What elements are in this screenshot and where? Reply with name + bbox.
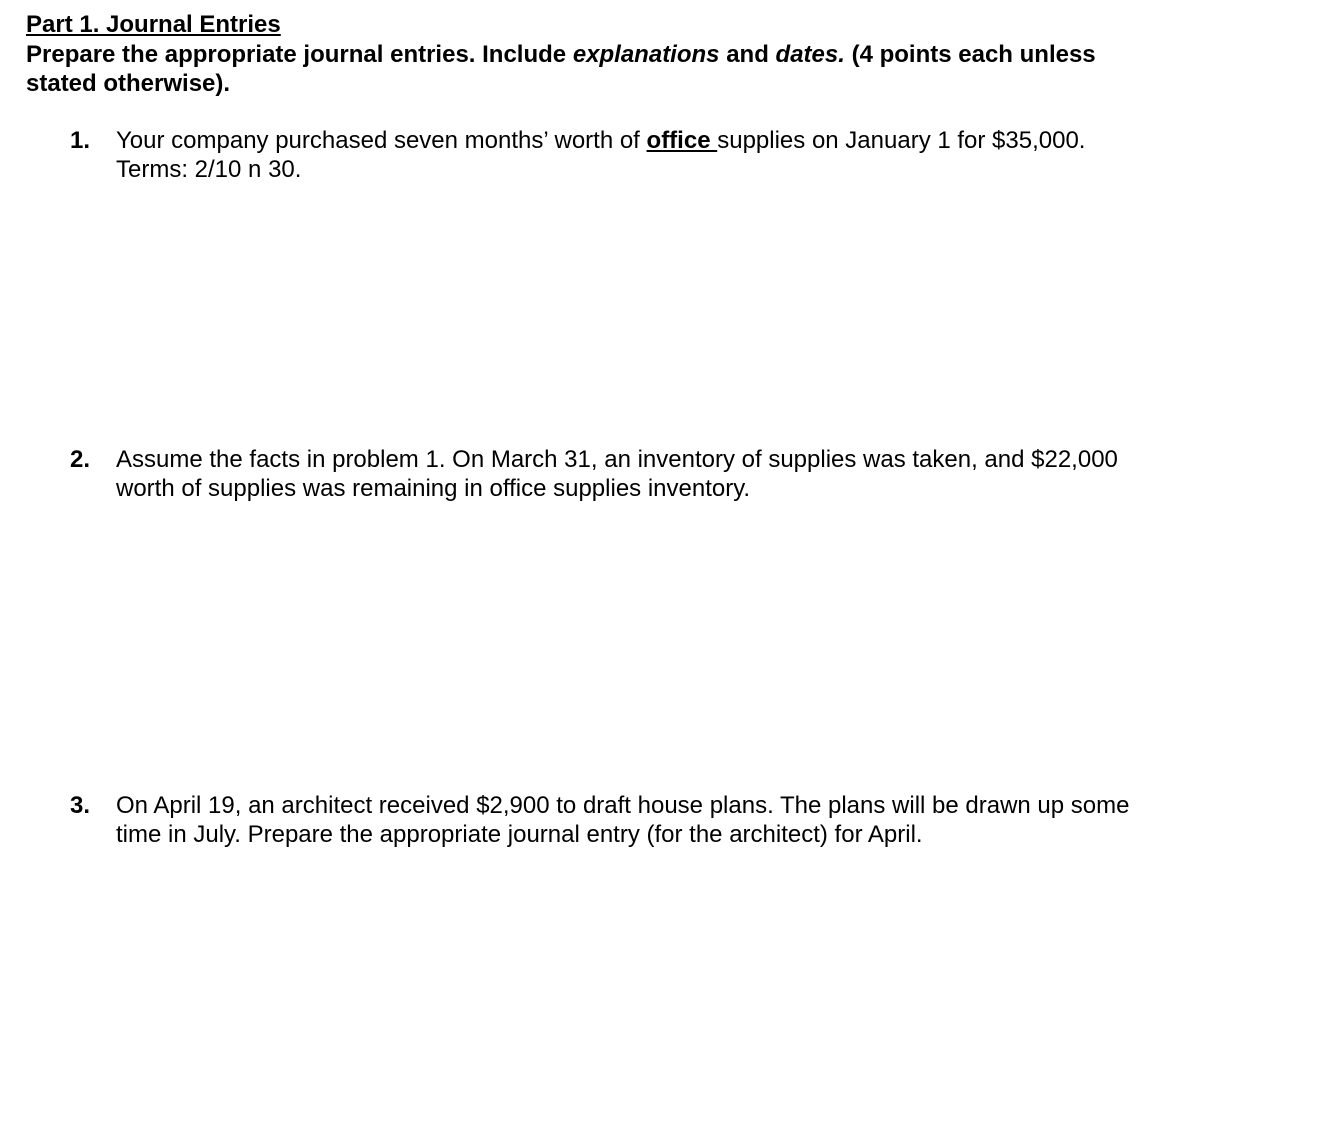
question-line bbox=[116, 126, 1266, 155]
instructions bbox=[26, 40, 1206, 98]
part-heading: Part 1. Journal Entries bbox=[26, 11, 281, 38]
question-line: Assume the facts in problem 1. On March 31, an inventory of supplies was taken, and $22,000 bbox=[116, 446, 1118, 473]
question-text-segment: supplies on January 1 for $35,000. bbox=[717, 127, 1086, 154]
question-line: time in July. Prepare the appropriate journal entry (for the architect) for April. bbox=[116, 821, 923, 848]
question-number: 2. bbox=[70, 446, 91, 473]
question-number: 3. bbox=[70, 792, 91, 819]
office-emphasis: office bbox=[646, 127, 718, 154]
instructions-points-cont: stated otherwise). bbox=[26, 70, 231, 97]
question-text-segment: Your company purchased seven months’ worth of bbox=[116, 127, 647, 154]
question-line: On April 19, an architect received $2,900 to draft house plans. The plans will be drawn up some bbox=[116, 792, 1130, 819]
instructions-lead: Prepare the appropriate journal entries. Include bbox=[26, 41, 573, 68]
question-text bbox=[116, 445, 1266, 503]
instructions-points: (4 points each unless bbox=[844, 41, 1096, 68]
question-line: worth of supplies was remaining in office supplies inventory. bbox=[116, 475, 751, 502]
instructions-explanations: explanations bbox=[572, 41, 720, 68]
question-number: 1. bbox=[70, 127, 91, 154]
instructions-dates: dates. bbox=[775, 41, 845, 68]
question-line: Terms: 2/10 n 30. bbox=[116, 156, 302, 183]
instructions-and: and bbox=[719, 41, 776, 68]
question-text bbox=[116, 791, 1266, 849]
question-text bbox=[116, 126, 1266, 184]
